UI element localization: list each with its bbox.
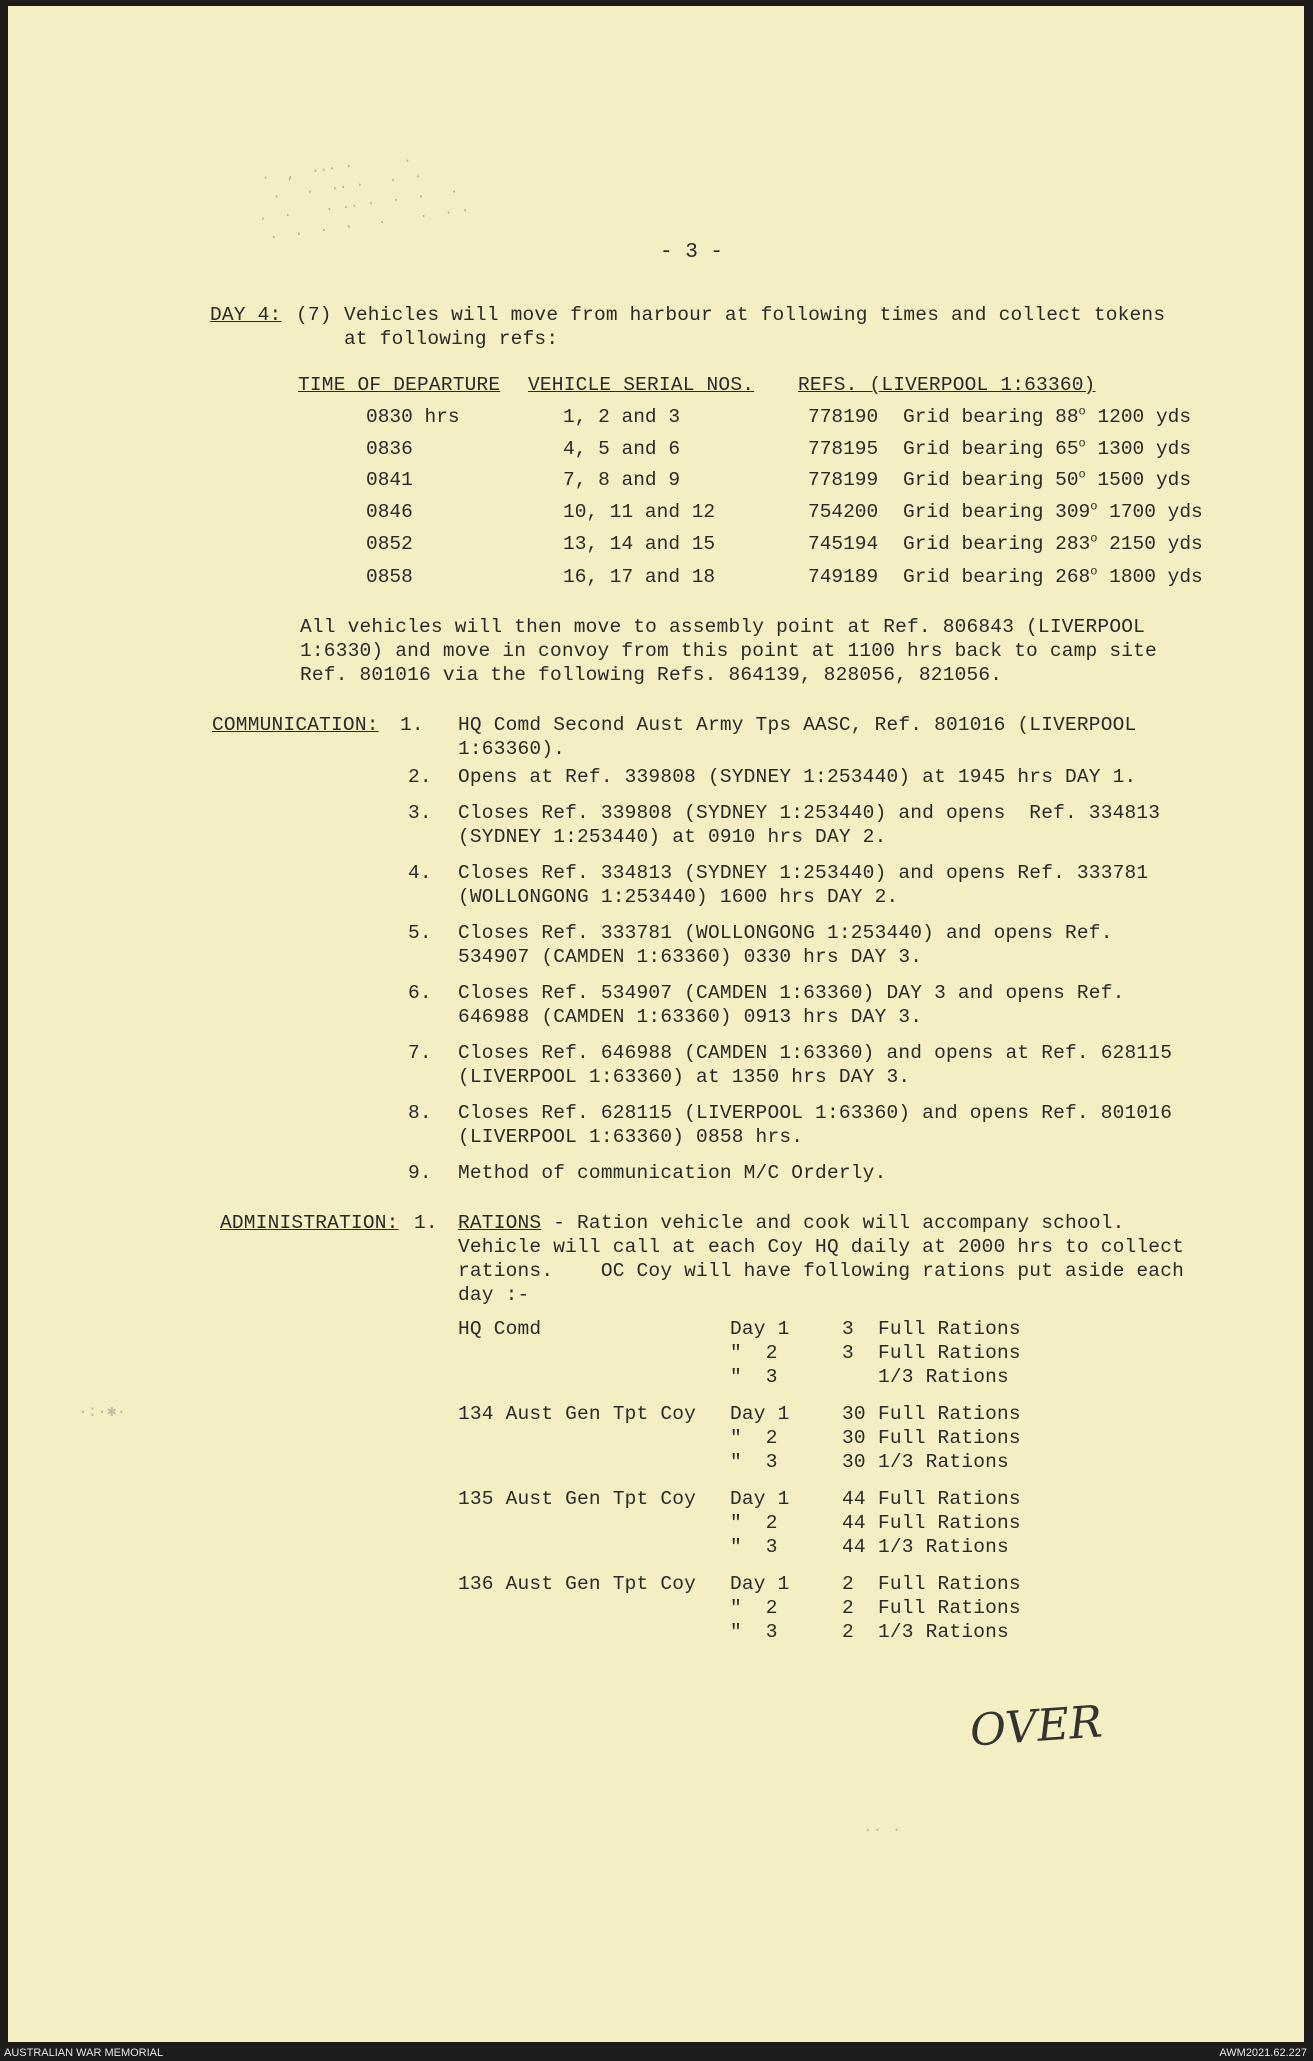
ration-day: " 2 <box>730 1427 778 1449</box>
bearing-text: Grid bearing 283 <box>903 533 1091 555</box>
footer-reference: AWM2021.62.227 <box>1219 2047 1307 2059</box>
day4-paragraph-line: All vehicles will then move to assembly point at Ref. 806843 (LIVERPOOL <box>300 616 1146 638</box>
communication-item-line: Closes Ref. 646988 (CAMDEN 1:63360) and opens at Ref. 628115 <box>458 1042 1173 1064</box>
communication-item-line: Closes Ref. 334813 (SYDNEY 1:253440) and opens Ref. 333781 <box>458 862 1149 884</box>
degree-mark: o <box>1078 467 1086 482</box>
map-ref: 778199 <box>808 469 879 491</box>
day4-line: at following refs: <box>344 328 559 350</box>
ration-day: Day 1 <box>730 1488 790 1510</box>
bearing-text: Grid bearing 88 <box>903 406 1079 428</box>
ration-day: " 3 <box>730 1366 778 1388</box>
communication-item-line: (LIVERPOOL 1:63360) at 1350 hrs DAY 3. <box>458 1066 911 1088</box>
vehicle-serials: 7, 8 and 9 <box>563 469 681 491</box>
communication-item-line: HQ Comd Second Aust Army Tps AASC, Ref. 801016 (LIVERPOOL <box>458 714 1137 736</box>
grid-bearing <box>903 438 1191 461</box>
communication-item-line: 646988 (CAMDEN 1:63360) 0913 hrs DAY 3. <box>458 1006 923 1028</box>
ration-unit: 134 Aust Gen Tpt Coy <box>458 1403 697 1425</box>
grid-bearing <box>903 533 1203 556</box>
departure-time: 0836 <box>366 438 413 460</box>
rations-text-line: Vehicle will call at each Coy HQ daily at 2000 hrs to collect <box>458 1236 1185 1258</box>
ration-type: Full Rations <box>878 1597 1021 1619</box>
distance-text: 1500 yds <box>1097 469 1192 491</box>
communication-item-number: 5. <box>408 922 432 944</box>
faded-stamp: · , ··· · . · · ·· · · · · · · ·· · · · · · · · · · · · · <box>243 150 471 249</box>
communication-item-line: 1:63360). <box>458 738 566 760</box>
ration-quantity: 2 <box>842 1597 854 1619</box>
grid-bearing <box>903 566 1203 589</box>
day4-line: Vehicles will move from harbour at following times and collect tokens <box>344 304 1166 326</box>
rations-line-rest: - Ration vehicle and cook will accompany school. <box>541 1212 1125 1234</box>
table-header-refs: REFS. (LIVERPOOL 1:63360) <box>798 374 1096 396</box>
day4-paragraph-line: 1:6330) and move in convoy from this point at 1100 hrs back to camp site <box>300 640 1157 662</box>
vehicle-serials: 1, 2 and 3 <box>563 406 681 428</box>
footer-institution: AUSTRALIAN WAR MEMORIAL <box>4 2047 164 2059</box>
ink-smudge: ·:·✱· <box>78 1403 127 1421</box>
administration-label: ADMINISTRATION: <box>220 1212 399 1234</box>
ration-type: Full Rations <box>878 1427 1021 1449</box>
map-ref: 749189 <box>808 566 879 588</box>
communication-item-line: Closes Ref. 628115 (LIVERPOOL 1:63360) and opens Ref. 801016 <box>458 1102 1173 1124</box>
departure-time: 0830 hrs <box>366 406 460 428</box>
vehicle-serials: 4, 5 and 6 <box>563 438 681 460</box>
ration-quantity: 44 <box>842 1488 866 1510</box>
distance-text: 1300 yds <box>1097 438 1192 460</box>
ration-day: " 3 <box>730 1451 778 1473</box>
handwritten-over: OVER <box>968 1696 1104 1757</box>
communication-item-line: Method of communication M/C Orderly. <box>458 1162 887 1184</box>
ration-quantity: 30 <box>842 1427 866 1449</box>
ration-type: Full Rations <box>878 1573 1021 1595</box>
ration-day: " 3 <box>730 1536 778 1558</box>
communication-item-number: 1. <box>400 714 424 736</box>
ration-type: Full Rations <box>878 1488 1021 1510</box>
degree-mark: o <box>1078 436 1086 451</box>
day4-paragraph-line: Ref. 801016 via the following Refs. 864139, 828056, 821056. <box>300 664 1003 686</box>
ration-type: 1/3 Rations <box>878 1366 1009 1388</box>
departure-time: 0846 <box>366 501 413 523</box>
bearing-text: Grid bearing 309 <box>903 501 1091 523</box>
day4-item-number: (7) <box>296 304 332 326</box>
map-ref: 754200 <box>808 501 879 523</box>
map-ref: 778195 <box>808 438 879 460</box>
map-ref: 745194 <box>808 533 879 555</box>
bearing-text: Grid bearing 65 <box>903 438 1079 460</box>
communication-item-number: 6. <box>408 982 432 1004</box>
degree-mark: o <box>1090 564 1098 579</box>
ration-quantity: 3 <box>842 1342 854 1364</box>
communication-item-number: 8. <box>408 1102 432 1124</box>
rations-text-line: day :- <box>458 1284 530 1306</box>
ration-day: Day 1 <box>730 1318 790 1340</box>
footer <box>0 2045 1313 2061</box>
ration-type: 1/3 Rations <box>878 1536 1009 1558</box>
ration-type: Full Rations <box>878 1318 1021 1340</box>
ink-smudge: ·· · <box>863 1821 902 1839</box>
ration-quantity: 30 <box>842 1451 866 1473</box>
degree-mark: o <box>1090 531 1098 546</box>
page-number: - 3 - <box>660 241 724 264</box>
bearing-text: Grid bearing 50 <box>903 469 1079 491</box>
communication-label: COMMUNICATION: <box>212 714 379 736</box>
ration-day: " 3 <box>730 1621 778 1643</box>
rations-text-line: rations. OC Coy will have following rations put aside each <box>458 1260 1185 1282</box>
ration-day: Day 1 <box>730 1573 790 1595</box>
table-header-time: TIME OF DEPARTURE <box>298 374 501 396</box>
ration-quantity: 2 <box>842 1621 854 1643</box>
communication-item-number: 9. <box>408 1162 432 1184</box>
communication-item-line: Closes Ref. 534907 (CAMDEN 1:63360) DAY 3 and opens Ref. <box>458 982 1125 1004</box>
day4-label: DAY 4: <box>210 304 282 326</box>
communication-item-line: (LIVERPOOL 1:63360) 0858 hrs. <box>458 1126 804 1148</box>
grid-bearing <box>903 469 1191 492</box>
ration-quantity: 3 <box>842 1318 854 1340</box>
ration-unit: 135 Aust Gen Tpt Coy <box>458 1488 697 1510</box>
communication-item-line: Closes Ref. 339808 (SYDNEY 1:253440) and opens Ref. 334813 <box>458 802 1161 824</box>
distance-text: 1800 yds <box>1109 566 1203 588</box>
communication-item-number: 7. <box>408 1042 432 1064</box>
ration-quantity: 2 <box>842 1573 854 1595</box>
ration-type: Full Rations <box>878 1403 1021 1425</box>
ration-day: " 2 <box>730 1597 778 1619</box>
ration-type: 1/3 Rations <box>878 1621 1009 1643</box>
degree-mark: o <box>1078 404 1086 419</box>
vehicle-serials: 13, 14 and 15 <box>563 533 716 555</box>
departure-time: 0841 <box>366 469 413 491</box>
communication-item-number: 2. <box>408 766 432 788</box>
map-ref: 778190 <box>808 406 879 428</box>
degree-mark: o <box>1090 499 1098 514</box>
ration-day: Day 1 <box>730 1403 790 1425</box>
communication-item-line: 534907 (CAMDEN 1:63360) 0330 hrs DAY 3. <box>458 946 923 968</box>
grid-bearing <box>903 406 1191 429</box>
communication-item-line: Opens at Ref. 339808 (SYDNEY 1:253440) at 1945 hrs DAY 1. <box>458 766 1137 788</box>
ration-type: Full Rations <box>878 1342 1021 1364</box>
ration-type: 1/3 Rations <box>878 1451 1009 1473</box>
rations-line <box>458 1212 1125 1235</box>
ration-day: " 2 <box>730 1342 778 1364</box>
vehicle-serials: 10, 11 and 12 <box>563 501 716 523</box>
departure-time: 0852 <box>366 533 413 555</box>
table-header-serial: VEHICLE SERIAL NOS. <box>528 374 755 396</box>
vehicle-serials: 16, 17 and 18 <box>563 566 716 588</box>
ration-type: Full Rations <box>878 1512 1021 1534</box>
grid-bearing <box>903 501 1203 524</box>
distance-text: 2150 yds <box>1109 533 1203 555</box>
distance-text: 1700 yds <box>1109 501 1203 523</box>
distance-text: 1200 yds <box>1097 406 1192 428</box>
ration-unit: HQ Comd <box>458 1318 542 1340</box>
communication-item-line: (WOLLONGONG 1:253440) 1600 hrs DAY 2. <box>458 886 899 908</box>
ration-quantity: 44 <box>842 1536 866 1558</box>
document-page <box>8 6 1304 2042</box>
communication-item-number: 4. <box>408 862 432 884</box>
ration-quantity: 30 <box>842 1403 866 1425</box>
ration-day: " 2 <box>730 1512 778 1534</box>
administration-item-number: 1. <box>414 1212 438 1234</box>
communication-item-number: 3. <box>408 802 432 824</box>
ration-unit: 136 Aust Gen Tpt Coy <box>458 1573 697 1595</box>
bearing-text: Grid bearing 268 <box>903 566 1091 588</box>
ration-quantity: 44 <box>842 1512 866 1534</box>
communication-item-line: (SYDNEY 1:253440) at 0910 hrs DAY 2. <box>458 826 887 848</box>
departure-time: 0858 <box>366 566 413 588</box>
communication-item-line: Closes Ref. 333781 (WOLLONGONG 1:253440) and opens Ref. <box>458 922 1113 944</box>
rations-label: RATIONS <box>458 1212 542 1234</box>
